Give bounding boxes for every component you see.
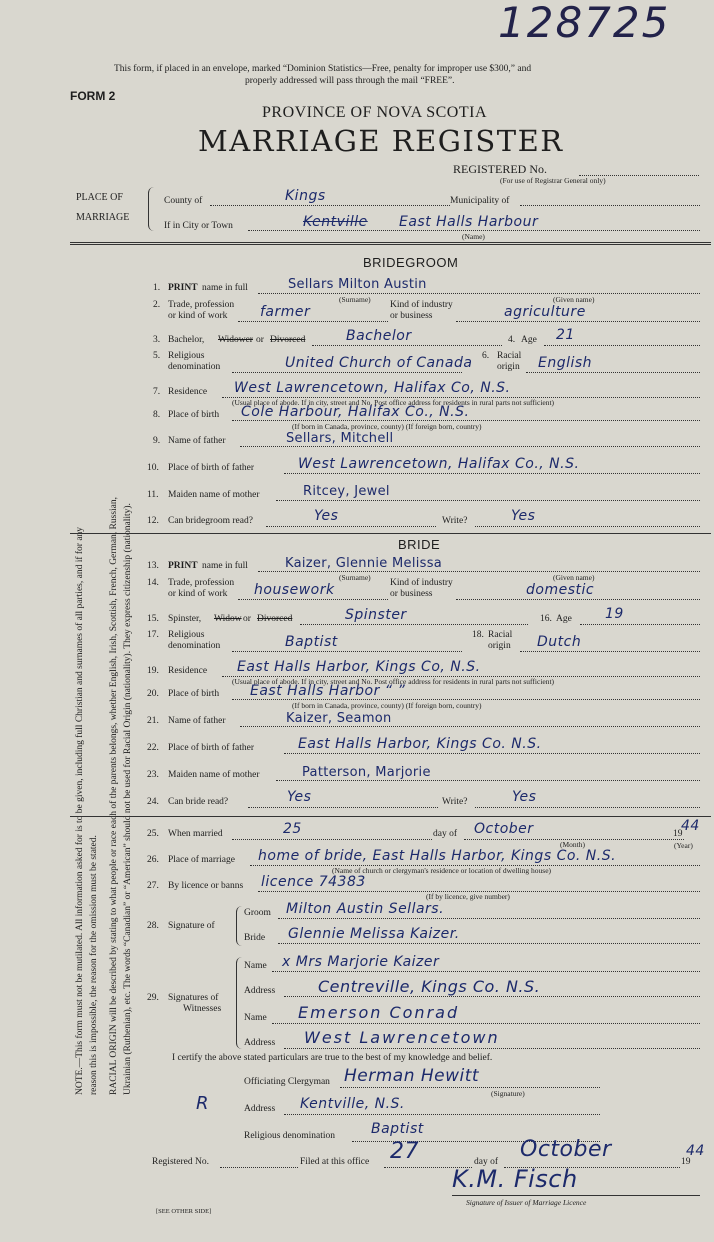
bride-mother: Patterson, Marjorie (302, 765, 431, 780)
filed-day: 27 (390, 1139, 419, 1164)
bride-n19: 19. (147, 666, 159, 676)
bride-religion: Baptist (285, 634, 338, 650)
groom-trade-label: Trade, profession (168, 300, 235, 310)
postal-note-line1: This form, if placed in an envelope, marked “Dominion Statistics—Free, penalty for improper use $300,” and (114, 64, 532, 74)
groom-n11: 11. (147, 490, 159, 500)
groom-father-birth: West Lawrencetown, Halifax Co., N.S. (298, 456, 580, 472)
licence-label: By licence or banns (168, 881, 244, 891)
groom-status-struck2: Divorced (270, 335, 306, 345)
bride-print-label: PRINT (168, 561, 198, 571)
bride-industry-label: Kind of industry (390, 578, 453, 588)
groom-status-struck: Widower (218, 335, 253, 345)
bride-industry-label2: or business (390, 589, 433, 599)
groom-trade: farmer (260, 304, 311, 320)
city-struck: Kentville (303, 214, 368, 230)
issuer-note: Signature of Issuer of Marriage Licence (466, 1198, 587, 1207)
groom-print-label: PRINT (168, 283, 198, 293)
groom-write: Yes (511, 508, 536, 524)
postal-note-line2: properly addressed will pass through the mail “FREE”. (245, 76, 455, 86)
groom-read: Yes (314, 508, 339, 524)
groom-n6: 6. (482, 351, 490, 361)
w1-name-label: Name (244, 961, 267, 971)
registered-no-bottom-label: Registered No. (152, 1157, 209, 1167)
bride-birth: East Halls Harbor “ ” (250, 683, 406, 699)
bride-n18: 18. (472, 630, 484, 640)
groom-heading: BRIDEGROOM (363, 255, 459, 270)
groom-age-label: Age (521, 335, 537, 345)
registered-no-label: REGISTERED No. (453, 162, 547, 176)
marriage-place: home of bride, East Halls Harbor, Kings Co. N.S. (258, 848, 617, 864)
province-title: PROVINCE OF NOVA SCOTIA (262, 104, 488, 121)
witness1-name: x Mrs Marjorie Kaizer (282, 954, 440, 970)
clergy-sig-note: (Signature) (491, 1089, 525, 1098)
groom-n5: 5. (153, 351, 161, 361)
groom-industry: agriculture (504, 304, 586, 320)
w1-address-label: Address (244, 986, 276, 996)
bride-trade: housework (254, 582, 335, 598)
month-note: (Month) (560, 840, 585, 849)
m-n28: 28. (147, 921, 159, 931)
groom-n1: 1. (153, 283, 161, 293)
groom-n2: 2. (153, 300, 161, 310)
bride-age: 19 (605, 606, 624, 622)
bride-residence-label: Residence (168, 666, 208, 676)
signature-of-label: Signature of (168, 921, 215, 931)
bride-write: Yes (512, 789, 537, 805)
bride-name: Kaizer, Glennie Melissa (285, 556, 443, 571)
witness1-address: Centreville, Kings Co. N.S. (318, 977, 541, 996)
bride-n23: 23. (147, 770, 159, 780)
bride-trade-label: Trade, profession (168, 578, 235, 588)
marriage-label: MARRIAGE (76, 212, 130, 223)
bride-father: Kaizer, Seamon (286, 711, 392, 726)
filed-label: Filed at this office (300, 1157, 370, 1167)
filed-month: October (520, 1137, 612, 1162)
licence-note: (If by licence, give number) (426, 892, 510, 901)
year-note: (Year) (674, 841, 693, 850)
groom-n8: 8. (153, 410, 161, 420)
groom-industry-label: Kind of industry (390, 300, 453, 310)
w2-address-label: Address (244, 1038, 276, 1048)
groom-n12: 12. (147, 516, 159, 526)
m-n26: 26. (147, 855, 159, 865)
groom-given-note: (Given name) (553, 295, 595, 304)
witness-label2: Witnesses (183, 1004, 222, 1014)
bride-father-birth-label: Place of birth of father (168, 743, 254, 753)
clergy-denomination: Baptist (371, 1121, 424, 1137)
groom-n7: 7. (153, 387, 161, 397)
groom-n10: 10. (147, 463, 159, 473)
groom-n9: 9. (153, 436, 161, 446)
side-note-1: NOTE.—This form must not be mutilated. All information asked for is to be given, including full Christian and surnames of all parties, and if for any (75, 526, 85, 1095)
groom-birth-label: Place of birth (168, 410, 220, 420)
bride-surname-note: (Surname) (339, 573, 371, 582)
bride-signature: Glennie Melissa Kaizer. (288, 926, 460, 942)
groom-religion-label: Religious (168, 351, 205, 361)
bride-n14: 14. (147, 578, 159, 588)
groom-sig-label: Groom (244, 908, 271, 918)
marriage-place-note: (Name of church or clergyman's residence or location of dwelling house) (332, 866, 552, 875)
margin-mark: R (196, 1093, 210, 1114)
bride-status-or: or (243, 614, 251, 624)
witness-label: Signatures of (168, 993, 219, 1003)
groom-father-label: Name of father (168, 436, 226, 446)
form-label: FORM 2 (70, 89, 116, 103)
bride-birth-note: (If born in Canada, province, county) (If foreign born, country) (292, 701, 482, 710)
groom-trade-label2: or kind of work (168, 311, 228, 321)
groom-residence-label: Residence (168, 387, 208, 397)
bride-n22: 22. (147, 743, 159, 753)
bride-birth-label: Place of birth (168, 689, 220, 699)
groom-birth: Cole Harbour, Halifax Co., N.S. (241, 404, 470, 420)
page-title: MARRIAGE REGISTER (198, 124, 564, 158)
year-prefix: 19 (673, 829, 683, 839)
place-label: PLACE OF (76, 192, 123, 203)
groom-n4: 4. (508, 335, 516, 345)
groom-status-label: Bachelor, (168, 335, 205, 345)
bride-status: Spinster (345, 607, 407, 623)
bride-read: Yes (287, 789, 312, 805)
city-label: If in City or Town (164, 221, 233, 231)
groom-n3: 3. (153, 335, 161, 345)
bride-industry: domestic (526, 582, 595, 598)
groom-mother-label: Maiden name of mother (168, 490, 260, 500)
bride-residence-note: (Usual place of abode. If in city, street and No. Post office address for residents in rural parts not sufficient) (232, 677, 555, 686)
bride-status-label: Spinster, (168, 614, 202, 624)
county-value: Kings (285, 188, 326, 204)
bride-status-struck: Widow (214, 614, 242, 624)
bride-religion-label2: denomination (168, 641, 221, 651)
when-married-year: 44 (681, 818, 700, 834)
side-note-4: Ukrainian (Ruthenian), etc. The words “Canadian” or “American” should not be used for Racial Origin (nationality). They express citizenship (nationality). (123, 503, 133, 1095)
bride-mother-label: Maiden name of mother (168, 770, 260, 780)
when-married-month: October (474, 821, 534, 837)
city-value: East Halls Harbour (399, 214, 539, 230)
witness2-address: West Lawrencetown (304, 1028, 500, 1047)
bride-name-label: name in full (202, 561, 248, 571)
municipality-label: Municipality of (450, 196, 510, 206)
groom-residence: West Lawrencetown, Halifax Co, N.S. (234, 380, 511, 396)
w2-name-label: Name (244, 1013, 267, 1023)
groom-father: Sellars, Mitchell (286, 431, 394, 446)
side-note-3: RACIAL ORIGIN will be described by stating to what people or race each of the parents belongs, whether English, Irish, Scottish, French, German, Russian, (109, 496, 119, 1095)
clergy-address: Kentville, N.S. (300, 1096, 405, 1112)
bride-age-label: Age (556, 614, 572, 624)
filed-year: 44 (686, 1143, 705, 1159)
bride-write-label: Write? (442, 797, 468, 807)
groom-father-birth-label: Place of birth of father (168, 463, 254, 473)
groom-read-label: Can bridegroom read? (168, 516, 253, 526)
bride-n21: 21. (147, 716, 159, 726)
registrar-note: (For use of Registrar General only) (500, 176, 606, 185)
day-of-label: day of (433, 829, 458, 839)
groom-mother: Ritcey, Jewel (303, 484, 390, 499)
bride-heading: BRIDE (398, 537, 441, 552)
bride-given-note: (Given name) (553, 573, 595, 582)
bride-status-struck2: Divorced (257, 614, 293, 624)
groom-religion: United Church of Canada (285, 355, 473, 371)
clergy-signature: Herman Hewitt (344, 1066, 480, 1086)
bride-read-label: Can bride read? (168, 797, 229, 807)
groom-racial: English (538, 355, 593, 371)
groom-name-label: name in full (202, 283, 248, 293)
m-n25: 25. (147, 829, 159, 839)
bride-religion-label: Religious (168, 630, 205, 640)
bride-n17: 17. (147, 630, 159, 640)
groom-surname-note: (Surname) (339, 295, 371, 304)
groom-racial-label: Racial (497, 351, 522, 361)
clergy-label: Officiating Clergyman (244, 1077, 330, 1087)
groom-age: 21 (556, 327, 575, 343)
stamp-number: 128725 (498, 0, 671, 47)
when-married-day: 25 (283, 821, 302, 837)
denomination-label: Religious denomination (244, 1131, 336, 1141)
groom-religion-label2: denomination (168, 362, 221, 372)
side-note-2: reason this is impossible, the reason for the omission must be stated. (89, 835, 99, 1095)
groom-status-or: or (256, 335, 264, 345)
m-n29: 29. (147, 993, 159, 1003)
bride-n16: 16. (540, 614, 552, 624)
bride-father-birth: East Halls Harbor, Kings Co. N.S. (298, 736, 542, 752)
groom-birth-note: (If born in Canada, province, county) (If foreign born, country) (292, 422, 482, 431)
groom-residence-note: (Usual place of abode. If in city, street and No. Post office address for residents in rural parts not sufficient) (232, 398, 555, 407)
bride-n24: 24. (147, 797, 159, 807)
bride-racial-label: Racial (488, 630, 513, 640)
groom-status: Bachelor (346, 328, 412, 344)
licence-number: licence 74383 (261, 874, 366, 890)
marriage-place-label: Place of marriage (168, 855, 235, 865)
issuer-signature: K.M. Fisch (452, 1165, 578, 1193)
when-married-label: When married (168, 829, 223, 839)
m-n27: 27. (147, 881, 159, 891)
see-other-side: [SEE OTHER SIDE] (156, 1208, 212, 1215)
witness2-name: Emerson Conrad (298, 1003, 460, 1022)
filed-year-prefix: 19 (681, 1157, 691, 1167)
name-note: (Name) (462, 232, 485, 241)
bride-sig-label: Bride (244, 933, 266, 943)
bride-trade-label2: or kind of work (168, 589, 228, 599)
bride-racial: Dutch (537, 634, 582, 650)
clergy-address-label: Address (244, 1104, 276, 1114)
bride-father-label: Name of father (168, 716, 226, 726)
county-label: County of (164, 196, 203, 206)
groom-name: Sellars Milton Austin (288, 277, 427, 292)
filed-day-of: day of (474, 1157, 499, 1167)
certify-text: I certify the above stated particulars are true to the best of my knowledge and belief. (172, 1053, 493, 1063)
groom-signature: Milton Austin Sellars. (286, 901, 445, 917)
bride-racial-label2: origin (488, 641, 511, 651)
groom-racial-label2: origin (497, 362, 520, 372)
groom-write-label: Write? (442, 516, 468, 526)
bride-n15: 15. (147, 614, 159, 624)
groom-industry-label2: or business (390, 311, 433, 321)
bride-n13: 13. (147, 561, 159, 571)
bride-residence: East Halls Harbor, Kings Co, N.S. (237, 659, 481, 675)
bride-n20: 20. (147, 689, 159, 699)
